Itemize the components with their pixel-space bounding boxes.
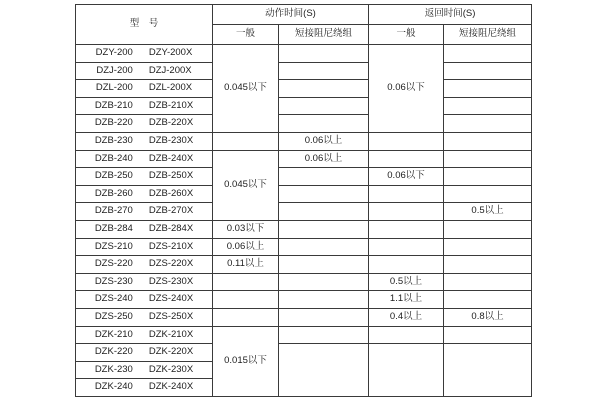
table-row bbox=[76, 291, 532, 309]
model-pair bbox=[76, 242, 212, 252]
table-row bbox=[76, 168, 532, 186]
table-row bbox=[76, 115, 532, 133]
table-row bbox=[76, 150, 532, 168]
model-number: DZB-270X bbox=[148, 205, 194, 217]
model-number: DZK-220 bbox=[94, 346, 133, 358]
header-row-1 bbox=[76, 5, 532, 25]
model-cell bbox=[76, 344, 213, 362]
model-number: DZB-230X bbox=[148, 135, 194, 147]
action-damping-cell: 0.06以上 bbox=[279, 150, 369, 168]
action-damping-cell bbox=[279, 308, 369, 326]
return-damping-cell bbox=[444, 168, 532, 186]
model-number: DZS-220X bbox=[148, 258, 194, 270]
table-row bbox=[76, 203, 532, 221]
model-number: DZB-284X bbox=[148, 223, 194, 235]
header-return-damping: 短接阻尼绕组 bbox=[444, 25, 532, 45]
table-row bbox=[76, 308, 532, 326]
return-damping-cell bbox=[444, 150, 532, 168]
model-cell bbox=[76, 80, 213, 98]
model-cell bbox=[76, 150, 213, 168]
action-damping-cell bbox=[279, 273, 369, 291]
model-cell bbox=[76, 326, 213, 344]
action-damping-cell bbox=[279, 97, 369, 115]
action-general-cell bbox=[213, 132, 279, 150]
table-row bbox=[76, 256, 532, 274]
header-action-general: 一般 bbox=[213, 25, 279, 45]
return-general-cell bbox=[369, 185, 444, 203]
model-number: DZB-240 bbox=[94, 152, 133, 164]
header-action-damping: 短接阻尼绕组 bbox=[279, 25, 369, 45]
model-number: DZJ-200X bbox=[148, 64, 192, 76]
model-number: DZB-260X bbox=[148, 187, 194, 199]
model-pair bbox=[76, 101, 212, 111]
action-damping-cell bbox=[279, 115, 369, 133]
action-damping-cell bbox=[279, 256, 369, 274]
action-damping-cell: 0.06以上 bbox=[279, 132, 369, 150]
model-pair bbox=[76, 312, 212, 322]
relay-spec-table-container bbox=[75, 4, 532, 397]
model-number: DZL-200 bbox=[95, 82, 133, 94]
action-damping-cell bbox=[279, 203, 369, 221]
return-general-cell: 0.4以上 bbox=[369, 308, 444, 326]
model-pair bbox=[76, 330, 212, 340]
return-damping-cell bbox=[444, 273, 532, 291]
model-pair bbox=[76, 382, 212, 392]
model-number: DZY-200 bbox=[95, 47, 133, 59]
model-number: DZB-210X bbox=[148, 99, 194, 111]
model-number: DZS-220 bbox=[94, 258, 133, 270]
action-damping-cell bbox=[279, 291, 369, 309]
model-number: DZS-250X bbox=[148, 310, 194, 322]
model-number: DZK-230X bbox=[148, 363, 194, 375]
return-damping-cell: 0.5以上 bbox=[444, 203, 532, 221]
return-damping-cell bbox=[444, 132, 532, 150]
table-row bbox=[76, 220, 532, 238]
model-pair bbox=[76, 365, 212, 375]
model-cell bbox=[76, 220, 213, 238]
model-pair bbox=[76, 259, 212, 269]
action-general-cell: 0.045以下 bbox=[213, 45, 279, 133]
model-cell bbox=[76, 238, 213, 256]
action-damping-cell bbox=[279, 344, 369, 397]
action-damping-cell bbox=[279, 45, 369, 63]
return-damping-cell bbox=[444, 115, 532, 133]
action-general-cell bbox=[213, 291, 279, 309]
return-general-cell: 0.06以下 bbox=[369, 45, 444, 133]
model-number: DZS-250 bbox=[94, 310, 133, 322]
action-general-cell: 0.06以上 bbox=[213, 238, 279, 256]
return-damping-cell bbox=[444, 62, 532, 80]
model-number: DZB-240X bbox=[148, 152, 194, 164]
table-row bbox=[76, 97, 532, 115]
model-pair bbox=[76, 294, 212, 304]
model-number: DZJ-200 bbox=[96, 64, 133, 76]
model-cell bbox=[76, 132, 213, 150]
model-pair bbox=[76, 347, 212, 357]
model-cell bbox=[76, 256, 213, 274]
header-return-time: 返回时间(S) bbox=[369, 5, 532, 25]
return-general-cell bbox=[369, 326, 444, 344]
return-general-cell bbox=[369, 203, 444, 221]
model-number: DZB-220 bbox=[94, 117, 133, 129]
return-damping-cell bbox=[444, 256, 532, 274]
action-general-cell: 0.11以上 bbox=[213, 256, 279, 274]
model-number: DZB-210 bbox=[94, 99, 133, 111]
return-damping-cell bbox=[444, 291, 532, 309]
model-pair bbox=[76, 189, 212, 199]
return-general-cell: 0.06以下 bbox=[369, 168, 444, 186]
model-cell bbox=[76, 97, 213, 115]
table-row bbox=[76, 80, 532, 98]
model-pair bbox=[76, 66, 212, 76]
model-number: DZB-220X bbox=[148, 117, 194, 129]
model-pair bbox=[76, 154, 212, 164]
relay-spec-table bbox=[75, 4, 532, 397]
model-number: DZS-230 bbox=[94, 275, 133, 287]
action-damping-cell bbox=[279, 168, 369, 186]
return-damping-cell bbox=[444, 45, 532, 63]
table-row bbox=[76, 326, 532, 344]
header-model: 型 号 bbox=[76, 5, 213, 45]
return-damping-cell bbox=[444, 326, 532, 344]
model-number: DZK-220X bbox=[148, 346, 194, 358]
model-pair bbox=[76, 171, 212, 181]
model-number: DZB-284 bbox=[94, 223, 133, 235]
return-general-cell bbox=[369, 220, 444, 238]
model-cell bbox=[76, 308, 213, 326]
table-row bbox=[76, 238, 532, 256]
action-general-cell: 0.015以下 bbox=[213, 326, 279, 397]
table-row bbox=[76, 132, 532, 150]
model-number: DZB-260 bbox=[94, 187, 133, 199]
model-number: DZK-240X bbox=[148, 381, 194, 393]
model-cell bbox=[76, 291, 213, 309]
return-damping-cell: 0.8以上 bbox=[444, 308, 532, 326]
model-number: DZB-270 bbox=[94, 205, 133, 217]
table-row bbox=[76, 344, 532, 362]
model-cell bbox=[76, 379, 213, 397]
model-number: DZK-240 bbox=[94, 381, 133, 393]
model-number: DZB-230 bbox=[94, 135, 133, 147]
model-cell bbox=[76, 185, 213, 203]
model-number: DZS-210 bbox=[94, 240, 133, 252]
action-damping-cell bbox=[279, 220, 369, 238]
model-number: DZS-230X bbox=[148, 275, 194, 287]
model-number: DZK-210X bbox=[148, 328, 194, 340]
model-cell bbox=[76, 168, 213, 186]
model-pair bbox=[76, 48, 212, 58]
model-cell bbox=[76, 361, 213, 379]
table-row bbox=[76, 185, 532, 203]
model-cell bbox=[76, 203, 213, 221]
return-general-cell bbox=[369, 132, 444, 150]
action-damping-cell bbox=[279, 185, 369, 203]
model-number: DZB-250 bbox=[94, 170, 133, 182]
table-header bbox=[76, 5, 532, 45]
model-number: DZS-210X bbox=[148, 240, 194, 252]
return-damping-cell bbox=[444, 238, 532, 256]
model-cell bbox=[76, 45, 213, 63]
return-general-cell bbox=[369, 256, 444, 274]
model-number: DZS-240X bbox=[148, 293, 194, 305]
return-damping-cell bbox=[444, 344, 532, 397]
table-body bbox=[76, 45, 532, 397]
action-general-cell: 0.045以下 bbox=[213, 150, 279, 220]
model-pair bbox=[76, 206, 212, 216]
model-number: DZB-250X bbox=[148, 170, 194, 182]
model-number: DZL-200X bbox=[148, 82, 193, 94]
table-row bbox=[76, 45, 532, 63]
return-general-cell bbox=[369, 344, 444, 397]
model-pair bbox=[76, 277, 212, 287]
table-row bbox=[76, 62, 532, 80]
action-general-cell bbox=[213, 273, 279, 291]
action-damping-cell bbox=[279, 238, 369, 256]
return-general-cell bbox=[369, 238, 444, 256]
model-pair bbox=[76, 136, 212, 146]
model-cell bbox=[76, 115, 213, 133]
action-damping-cell bbox=[279, 80, 369, 98]
return-damping-cell bbox=[444, 220, 532, 238]
return-damping-cell bbox=[444, 185, 532, 203]
model-pair bbox=[76, 224, 212, 234]
table-row bbox=[76, 273, 532, 291]
action-general-cell: 0.03以下 bbox=[213, 220, 279, 238]
return-general-cell: 0.5以上 bbox=[369, 273, 444, 291]
return-general-cell bbox=[369, 150, 444, 168]
action-damping-cell bbox=[279, 62, 369, 80]
header-action-time: 动作时间(S) bbox=[213, 5, 369, 25]
model-pair bbox=[76, 118, 212, 128]
model-number: DZS-240 bbox=[94, 293, 133, 305]
model-cell bbox=[76, 62, 213, 80]
model-pair bbox=[76, 83, 212, 93]
header-return-general: 一般 bbox=[369, 25, 444, 45]
model-number: DZY-200X bbox=[148, 47, 193, 59]
model-cell bbox=[76, 273, 213, 291]
return-damping-cell bbox=[444, 97, 532, 115]
return-damping-cell bbox=[444, 80, 532, 98]
action-damping-cell bbox=[279, 326, 369, 344]
model-number: DZK-210 bbox=[94, 328, 133, 340]
action-general-cell bbox=[213, 308, 279, 326]
return-general-cell: 1.1以上 bbox=[369, 291, 444, 309]
model-number: DZK-230 bbox=[94, 363, 133, 375]
